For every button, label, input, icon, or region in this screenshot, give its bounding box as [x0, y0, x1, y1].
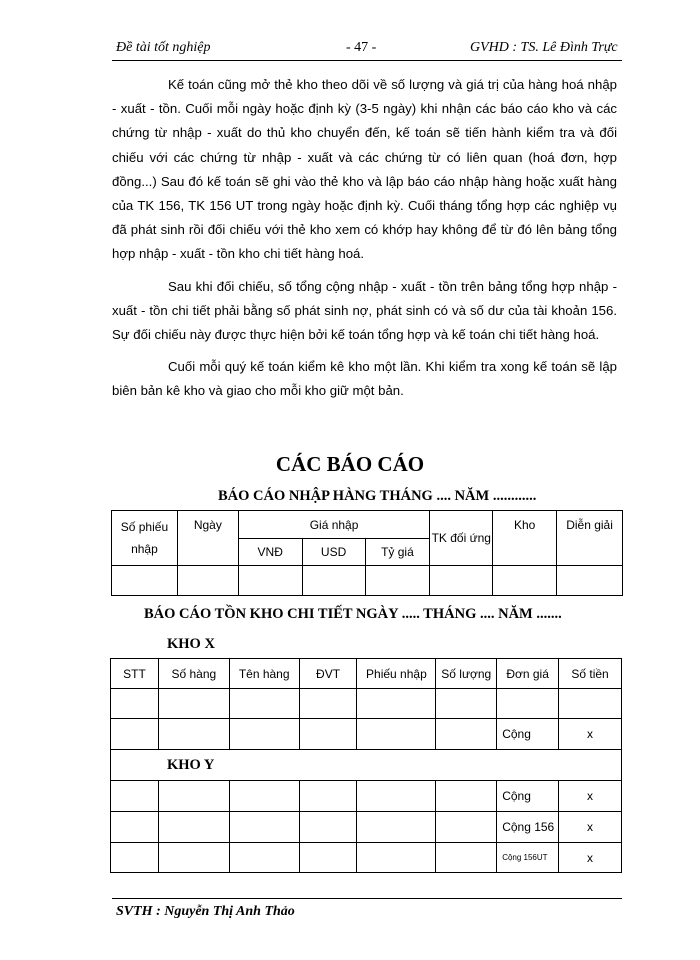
table-row	[112, 566, 623, 596]
total-156ut-value: x	[559, 843, 622, 873]
col-dien-giai: Diễn giải	[557, 511, 623, 566]
col-dvt: ĐVT	[299, 659, 357, 689]
table-row	[111, 781, 622, 812]
kho-x-label: KHO X	[167, 636, 215, 652]
import-report-table	[111, 510, 623, 596]
footer-divider	[112, 898, 622, 899]
col-usd: USD	[302, 539, 365, 566]
col-tk-doi-ung: TK đối ứng	[430, 511, 493, 566]
header-advisor: GVHD : TS. Lê Đình Trực	[470, 40, 618, 55]
reports-heading: CÁC BÁO CÁO	[275, 452, 425, 476]
header-title: Đề tài tốt nghiệp	[116, 40, 211, 55]
total-label: Cộng	[497, 781, 559, 812]
col-stt: STT	[111, 659, 159, 689]
col-so-hang: Số hàng	[158, 659, 229, 689]
col-ngay: Ngày	[177, 511, 238, 566]
col-so-phieu-nhap: Số phiếu nhập	[112, 511, 178, 566]
col-don-gia: Đơn giá	[497, 659, 559, 689]
import-report-title: BÁO CÁO NHẬP HÀNG THÁNG .... NĂM ............	[218, 488, 537, 504]
total-value: x	[559, 781, 622, 812]
table-row	[111, 719, 622, 750]
table-row	[111, 812, 622, 843]
total-156-label: Cộng 156	[497, 812, 559, 843]
col-ten-hang: Tên hàng	[229, 659, 299, 689]
col-ty-gia: Tỷ giá	[365, 539, 430, 566]
header-divider	[112, 60, 622, 61]
col-phieu-nhap: Phiếu nhập	[357, 659, 436, 689]
paragraph-1: Kế toán cũng mở thẻ kho theo dõi về số lượng và giá trị của hàng hoá nhập - xuất - tồn. Cuối mỗi ngày hoặc định kỳ (3-5 ngày) khi nhận các báo cáo kho và các chứng từ nhập - xuất do thủ kho chuyển đến, kế toán sẽ tiến hành kiểm tra và đối chiếu với các chứng từ nhập - xuất và các chứng từ có liên quan (hoá đơn, hợp đồng...) Sau đó kế toán sẽ ghi vào thẻ kho và lập báo cáo nhập hàng hoặc xuất hàng của TK 156, TK 156 UT trong ngày hoặc định kỳ. Cuối tháng tổng hợp các nghiệp vụ đã phát sinh rồi đối chiếu với thẻ kho xem có khớp hay không để từ đó lên bảng tổng hợp nhập - xuất - tồn kho chi tiết hàng hoá.	[112, 77, 617, 262]
kho-y-row	[111, 750, 622, 781]
kho-y-label: KHO Y	[167, 756, 215, 773]
col-so-luong: Số lượng	[436, 659, 497, 689]
paragraph-3: Cuối mỗi quý kế toán kiểm kê kho một lần. Khi kiểm tra xong kế toán sẽ lập biên bản kê kho và giao cho mỗi kho giữ một bản.	[112, 359, 617, 399]
table-row	[111, 843, 622, 873]
col-kho: Kho	[493, 511, 557, 566]
col-vnd: VNĐ	[238, 539, 302, 566]
total-value: x	[559, 719, 622, 750]
paragraph-2: Sau khi đối chiếu, số tổng cộng nhập - xuất - tồn trên bảng tổng hợp nhập - xuất - tồn chi tiết phải bằng số phát sinh nợ, phát sinh có và số dư của tài khoản 156. Sự đối chiếu này được thực hiện bởi kế toán tổng hợp và kế toán chi tiết hàng hoá.	[112, 278, 617, 343]
total-label: Cộng	[497, 719, 559, 750]
body-text	[112, 73, 617, 412]
col-gia-nhap: Giá nhập	[238, 511, 430, 539]
table-row	[111, 689, 622, 719]
page-number: - 47 -	[346, 40, 377, 55]
col-so-tien: Số tiền	[559, 659, 622, 689]
stock-report-table	[110, 658, 622, 873]
footer-student: SVTH : Nguyễn Thị Anh Thảo	[116, 904, 295, 919]
total-156-value: x	[559, 812, 622, 843]
total-156ut-label: Cộng 156UT	[497, 843, 559, 873]
stock-report-title: BÁO CÁO TỒN KHO CHI TIẾT NGÀY ..... THÁNG .... NĂM .......	[144, 606, 562, 622]
